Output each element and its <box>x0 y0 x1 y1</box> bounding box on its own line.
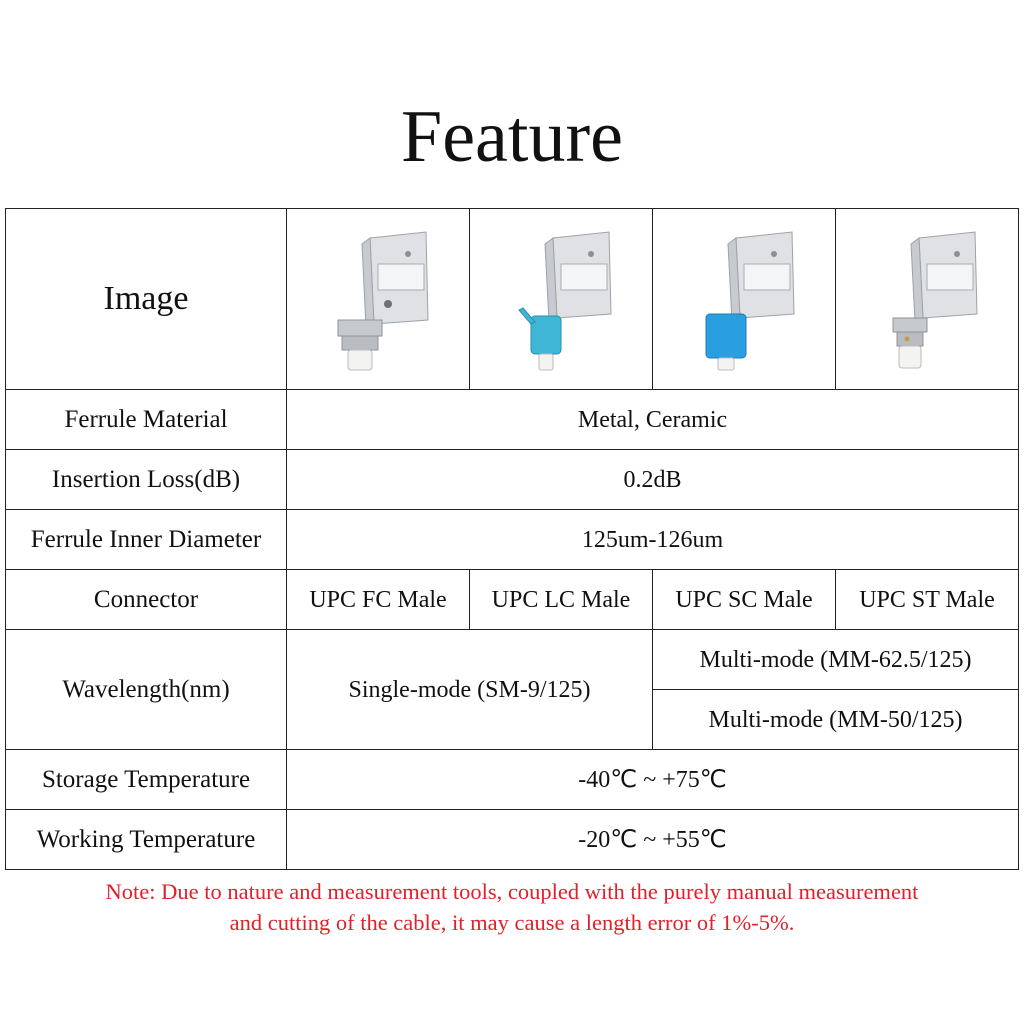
wavelength-row-a <box>6 630 1019 690</box>
insertion-loss-value: 0.2dB <box>287 450 1019 510</box>
sc-image-cell <box>653 209 836 390</box>
note-line-1: Note: Due to nature and measurement tools, coupled with the purely manual measurement <box>105 879 919 904</box>
storage-temp-label: Storage Temperature <box>6 750 287 810</box>
st-adapter-icon <box>867 224 987 374</box>
note-line-2: and cutting of the cable, it may cause a length error of 1%-5%. <box>229 910 795 935</box>
connector-lc: UPC LC Male <box>470 570 653 630</box>
lc-adapter-icon <box>501 224 621 374</box>
lc-image-cell <box>470 209 653 390</box>
wavelength-multi-mode-50: Multi-mode (MM-50/125) <box>653 690 1019 750</box>
ferrule-material-label: Ferrule Material <box>6 390 287 450</box>
connector-row <box>6 570 1019 630</box>
connector-st: UPC ST Male <box>836 570 1019 630</box>
storage-temp-value: -40℃ ~ +75℃ <box>287 750 1019 810</box>
fc-adapter-icon <box>318 224 438 374</box>
wavelength-single-mode: Single-mode (SM-9/125) <box>287 630 653 750</box>
storage-temp-row <box>6 750 1019 810</box>
sc-adapter-icon <box>684 224 804 374</box>
inner-diameter-label: Ferrule Inner Diameter <box>6 510 287 570</box>
ferrule-material-row <box>6 390 1019 450</box>
working-temp-value: -20℃ ~ +55℃ <box>287 810 1019 870</box>
working-temp-label: Working Temperature <box>6 810 287 870</box>
working-temp-row <box>6 810 1019 870</box>
page-title: Feature <box>401 96 623 178</box>
disclaimer-note <box>0 876 1024 938</box>
feature-table <box>5 208 1019 870</box>
fc-image-cell <box>287 209 470 390</box>
insertion-loss-label: Insertion Loss(dB) <box>6 450 287 510</box>
image-row <box>6 209 1019 390</box>
connector-fc: UPC FC Male <box>287 570 470 630</box>
ferrule-material-value: Metal, Ceramic <box>287 390 1019 450</box>
wavelength-label: Wavelength(nm) <box>6 630 287 750</box>
inner-diameter-value: 125um-126um <box>287 510 1019 570</box>
connector-sc: UPC SC Male <box>653 570 836 630</box>
wavelength-multi-mode-62: Multi-mode (MM-62.5/125) <box>653 630 1019 690</box>
image-row-label: Image <box>6 209 287 390</box>
inner-diameter-row <box>6 510 1019 570</box>
insertion-loss-row <box>6 450 1019 510</box>
st-image-cell <box>836 209 1019 390</box>
connector-label: Connector <box>6 570 287 630</box>
